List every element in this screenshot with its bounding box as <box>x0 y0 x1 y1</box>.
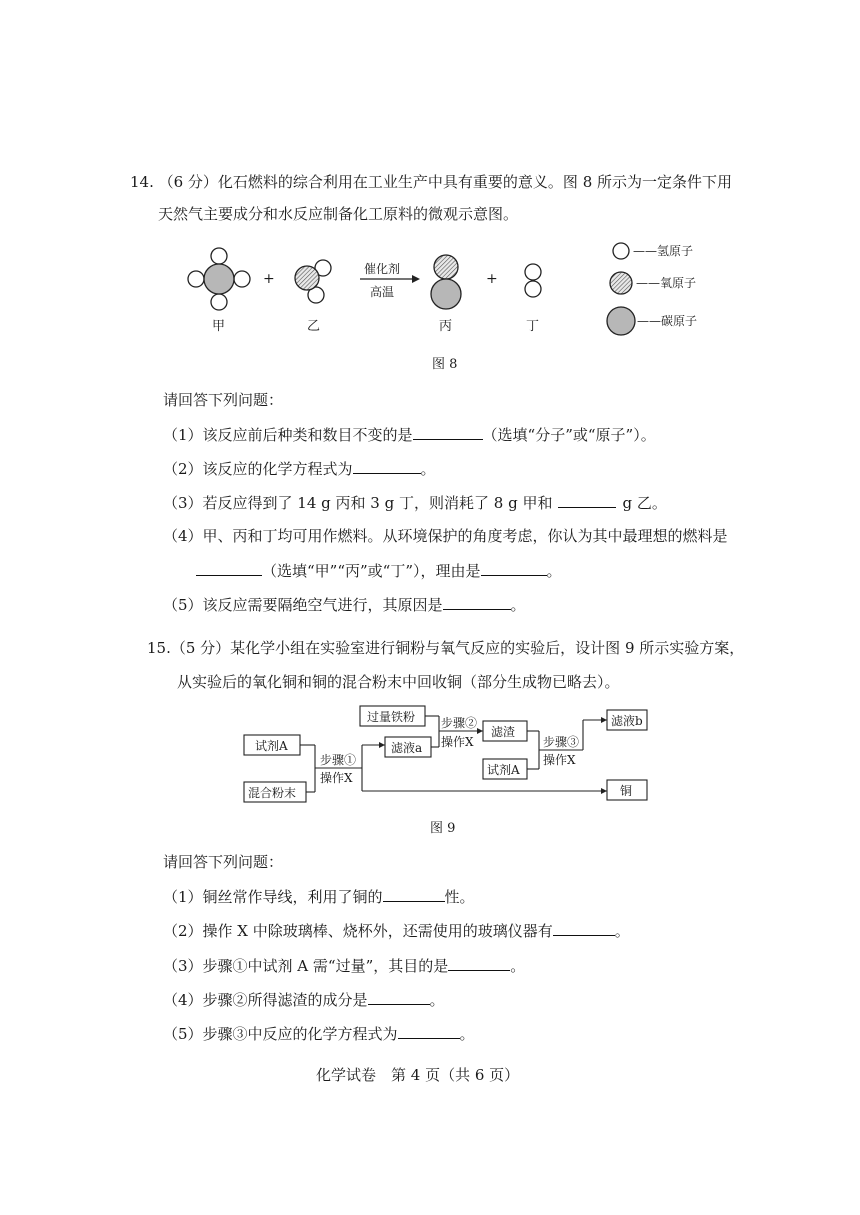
answer-blank[interactable] <box>448 955 510 971</box>
label-reagent-a: 试剂A <box>255 739 288 753</box>
q14-q2-tail: 。 <box>420 460 436 478</box>
q15-question-1 <box>163 886 475 907</box>
label-mixed-powder: 混合粉末 <box>248 786 297 800</box>
arrow-head-icon <box>412 275 420 283</box>
q14-q4-tail: 。 <box>546 562 562 580</box>
q14-q4-text: （4）甲、丙和丁均可用作燃料。从环境保护的角度考虑，你认为其中最理想的燃料是 <box>163 527 728 545</box>
q15-q3-text: （3）步骤①中试剂 A 需“过量”，其目的是 <box>163 957 449 975</box>
figure-9-flowchart <box>0 700 860 840</box>
label-reagent-a2: 试剂A <box>487 763 520 777</box>
q15-q1-text: （1）铜丝常作导线，利用了铜的 <box>163 888 383 906</box>
carbon-atom-icon <box>607 307 635 335</box>
q14-q1-tail: （选填“分子”或“原子”）。 <box>482 426 656 444</box>
plus-sign-1: + <box>263 271 275 287</box>
figure-9-caption: 图 9 <box>430 821 456 836</box>
answer-blank[interactable] <box>383 886 445 902</box>
answer-blank[interactable] <box>553 920 615 936</box>
q14-q2-text: （2）该反应的化学方程式为 <box>163 460 353 478</box>
q14-question-4 <box>163 526 728 546</box>
molecule-ding-hydrogen <box>525 264 541 297</box>
answer-blank[interactable] <box>413 424 483 440</box>
page-footer: 化学试卷 第 4 页（共 6 页） <box>316 1066 520 1084</box>
q14-question-3 <box>163 492 667 513</box>
q14-q1-text: （1）该反应前后种类和数目不变的是 <box>163 426 413 444</box>
label-excess-iron: 过量铁粉 <box>367 710 416 724</box>
figure-8-reaction-diagram <box>0 240 860 380</box>
label-op-x-3: 操作X <box>543 753 576 767</box>
q15-q5-text: （5）步骤③中反应的化学方程式为 <box>163 1025 398 1043</box>
q15-q5-tail: 。 <box>459 1025 475 1043</box>
q15-q4-text: （4）步骤②所得滤渣的成分是 <box>163 991 368 1009</box>
arrow-head-icon <box>477 728 483 734</box>
q15-q2-tail: 。 <box>614 922 630 940</box>
catalyst-label: 催化剂 <box>364 262 401 276</box>
q14-q5-text: （5）该反应需要隔绝空气进行，其原因是 <box>163 596 443 614</box>
figure-8-caption: 图 8 <box>432 357 458 372</box>
q14-question-1 <box>163 424 656 445</box>
q15-question-3 <box>163 955 525 976</box>
arrow-head-icon <box>601 717 607 723</box>
q15-q4-tail: 。 <box>429 991 445 1009</box>
q14-stem-line1: 14. （6 分）化石燃料的综合利用在工业生产中具有重要的意义。图 8 所示为一定条件下用 <box>130 173 733 191</box>
label-bing: 丙 <box>439 319 453 334</box>
legend-oxygen: ——氧原子 <box>636 276 697 290</box>
answer-blank[interactable] <box>353 458 421 474</box>
q14-question-2 <box>163 458 436 479</box>
q14-prompt: 请回答下列问题： <box>163 391 284 409</box>
q14-question-4-line2 <box>196 560 562 581</box>
q14-question-5 <box>163 594 526 615</box>
q15-q1-tail: 性。 <box>444 888 475 906</box>
molecule-yi-water <box>295 260 331 303</box>
arrow-head-icon <box>379 742 385 748</box>
answer-blank[interactable] <box>196 560 262 576</box>
q15-q3-tail: 。 <box>510 957 526 975</box>
q15-stem-line1: 15.（5 分）某化学小组在实验室进行铜粉与氧气反应的实验后，设计图 9 所示实验方案， <box>147 639 745 657</box>
answer-blank[interactable] <box>368 989 430 1005</box>
answer-blank[interactable] <box>443 594 511 610</box>
oxygen-atom-icon <box>610 272 632 294</box>
q14-q3-text: （3）若反应得到了 14 g 丙和 3 g 丁，则消耗了 8 g 甲和 <box>163 494 553 512</box>
q15-question-5 <box>163 1023 475 1044</box>
label-step2: 步骤② <box>441 716 478 730</box>
label-ding: 丁 <box>526 319 540 334</box>
q14-q3-tail: g 乙。 <box>622 494 667 512</box>
plus-sign-2: + <box>486 271 498 287</box>
high-temp-label: 高温 <box>370 285 395 299</box>
q15-question-2 <box>163 920 630 941</box>
q15-q2-text: （2）操作 X 中除玻璃棒、烧杯外，还需使用的玻璃仪器有 <box>163 922 553 940</box>
arrow-head-icon <box>601 788 607 794</box>
molecule-jia-methane <box>188 248 250 310</box>
hydrogen-atom-icon <box>613 243 629 259</box>
legend-hydrogen: ——氢原子 <box>633 244 694 258</box>
q14-q4-mid: （选填“甲”“丙”或“丁”），理由是 <box>262 562 481 580</box>
label-copper: 铜 <box>620 784 633 798</box>
label-step1: 步骤① <box>320 753 357 767</box>
label-residue: 滤渣 <box>491 725 516 739</box>
answer-blank[interactable] <box>481 560 547 576</box>
label-op-x-1: 操作X <box>320 771 353 785</box>
label-yi: 乙 <box>307 319 321 334</box>
q14-q5-tail: 。 <box>510 596 526 614</box>
label-jia: 甲 <box>212 319 226 334</box>
label-filtrate-b: 滤液b <box>611 714 643 728</box>
legend-carbon: ——碳原子 <box>637 314 698 328</box>
answer-blank[interactable] <box>398 1023 460 1039</box>
q15-question-4 <box>163 989 445 1010</box>
q15-prompt: 请回答下列问题： <box>163 853 284 871</box>
molecule-bing-carbon-monoxide <box>431 255 461 309</box>
answer-blank[interactable] <box>558 492 616 508</box>
q15-stem-line2: 从实验后的氧化铜和铜的混合粉末中回收铜（部分生成物已略去）。 <box>177 673 620 691</box>
label-filtrate-a: 滤液a <box>391 741 423 755</box>
label-step3: 步骤③ <box>543 735 580 749</box>
label-op-x-2: 操作X <box>441 735 474 749</box>
q14-stem-line2: 天然气主要成分和水反应制备化工原料的微观示意图。 <box>158 205 519 223</box>
figure-8-legend <box>607 243 697 335</box>
